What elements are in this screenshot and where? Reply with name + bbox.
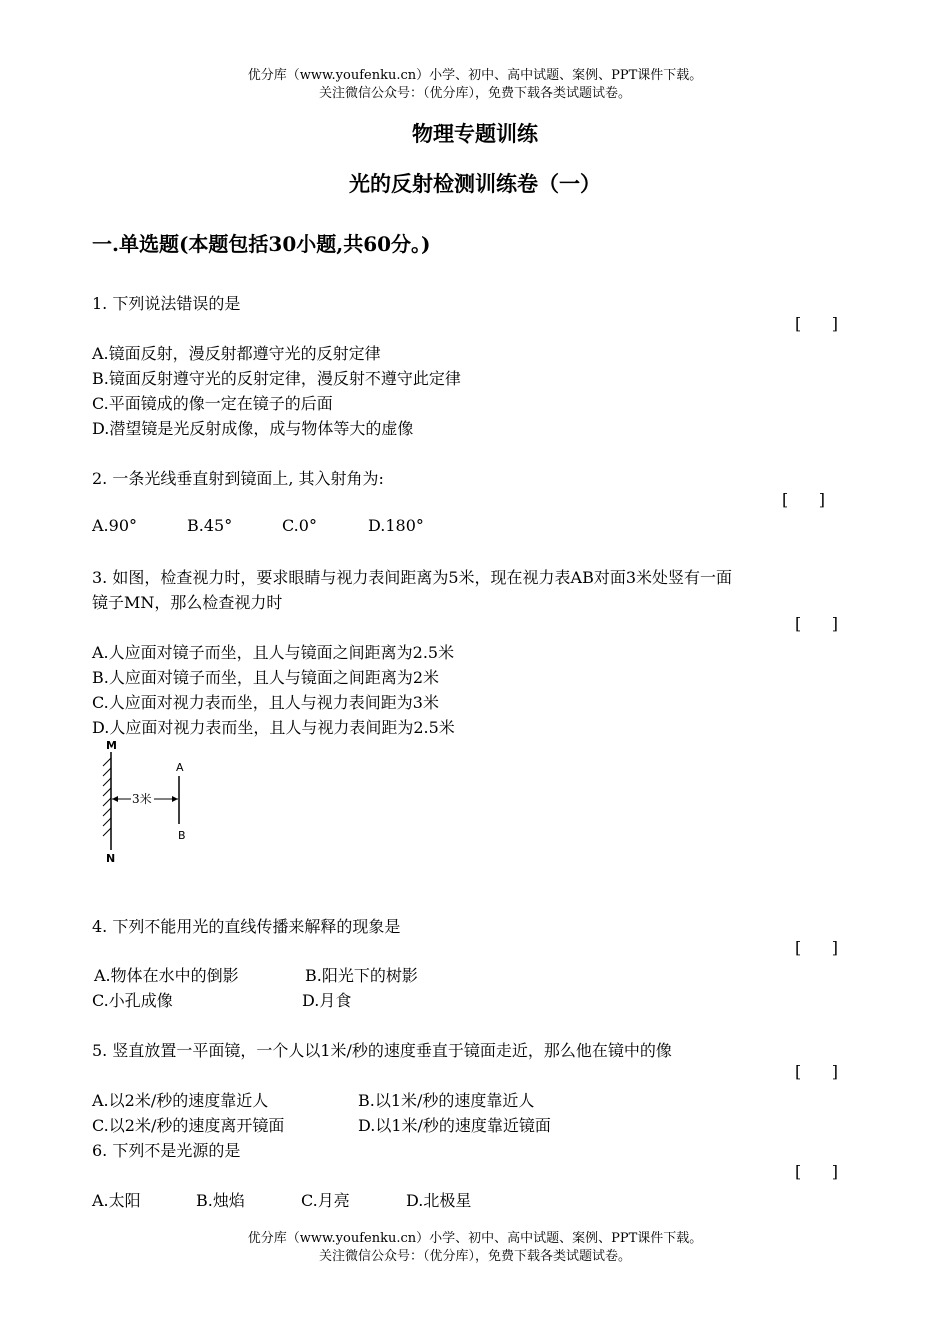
footer-line-2: 关注微信公众号：（优分库），免费下载各类试题试卷。 [318, 1249, 631, 1264]
question-2-option-d: D.180° [368, 516, 424, 535]
question-3-stem-line-2: 镜子MN，那么检查视力时 [92, 593, 283, 612]
question-6-stem: 6. 下列不是光源的是 [92, 1141, 241, 1160]
mirror-hatching [103, 758, 111, 836]
question-6-answer-bracket: [ ] [795, 1162, 838, 1181]
question-2-option-c: C.0° [282, 516, 317, 535]
label-n: N [106, 852, 116, 865]
question-1-answer-bracket: [ ] [795, 314, 838, 333]
label-b: B [178, 829, 186, 842]
question-3-stem-line-1: 3. 如图，检查视力时，要求眼睛与视力表间距离为5米，现在视力表AB对面3米处竖有一面 [92, 568, 733, 587]
question-2-stem: 2. 一条光线垂直射到镜面上, 其入射角为: [92, 469, 384, 488]
question-2-answer-bracket: [ ] [782, 490, 825, 509]
section-heading: 一.单选题(本题包括30小题,共60分。) [92, 232, 431, 256]
label-a: A [176, 761, 184, 774]
question-1-option-b: B.镜面反射遵守光的反射定律，漫反射不遵守此定律 [92, 369, 461, 388]
question-4-option-b: B.阳光下的树影 [305, 966, 418, 985]
question-2-option-a: A.90° [92, 516, 137, 535]
question-6-option-d: D.北极星 [406, 1191, 472, 1210]
question-4-option-d: D.月食 [302, 991, 352, 1010]
label-m: M [106, 739, 117, 752]
question-3-option-b: B.人应面对镜子而坐，且人与镜面之间距离为2米 [92, 668, 440, 687]
question-1-stem: 1. 下列说法错误的是 [92, 294, 241, 313]
question-4-answer-bracket: [ ] [795, 938, 838, 957]
question-3-option-d: D.人应面对视力表而坐，且人与视力表间距为2.5米 [92, 718, 455, 737]
question-5-stem: 5. 竖直放置一平面镜，一个人以1米/秒的速度垂直于镜面走近，那么他在镜中的像 [92, 1041, 672, 1060]
question-5-option-a: A.以2米/秒的速度靠近人 [92, 1091, 269, 1110]
question-1-option-a: A.镜面反射，漫反射都遵守光的反射定律 [92, 344, 381, 363]
footer-line-1: 优分库（www.youfenku.cn）小学、初中、高中试题、案例、PPT课件下载。 [247, 1231, 703, 1246]
question-5-answer-bracket: [ ] [795, 1062, 838, 1081]
page-title: 物理专题训练 [412, 121, 538, 146]
page-subtitle: 光的反射检测训练卷（一） [349, 171, 601, 196]
question-6-option-b: B.烛焰 [196, 1191, 245, 1210]
question-5-option-c: C.以2米/秒的速度离开镜面 [92, 1116, 285, 1135]
question-4-option-c: C.小孔成像 [92, 991, 173, 1010]
question-3-answer-bracket: [ ] [795, 614, 838, 633]
question-6-option-c: C.月亮 [301, 1191, 350, 1210]
arrowhead-right [172, 796, 178, 802]
question-6-option-a: A.太阳 [92, 1191, 141, 1210]
question-1-option-d: D.潜望镜是光反射成像，成与物体等大的虚像 [92, 419, 414, 438]
mirror-eye-chart-diagram [96, 738, 206, 868]
question-3-option-c: C.人应面对视力表而坐，且人与视力表间距为3米 [92, 693, 439, 712]
question-5-option-d: D.以1米/秒的速度靠近镜面 [358, 1116, 551, 1135]
header-line-2: 关注微信公众号：（优分库），免费下载各类试题试卷。 [318, 86, 631, 101]
question-3-option-a: A.人应面对镜子而坐，且人与镜面之间距离为2.5米 [92, 643, 455, 662]
question-4-stem: 4. 下列不能用光的直线传播来解释的现象是 [92, 917, 401, 936]
header-line-1: 优分库（www.youfenku.cn）小学、初中、高中试题、案例、PPT课件下载。 [247, 68, 703, 83]
question-1-option-c: C.平面镜成的像一定在镜子的后面 [92, 394, 333, 413]
arrowhead-left [112, 796, 118, 802]
question-5-option-b: B.以1米/秒的速度靠近人 [358, 1091, 535, 1110]
question-2-option-b: B.45° [187, 516, 233, 535]
question-4-option-a: A.物体在水中的倒影 [94, 966, 239, 985]
distance-label: 3米 [132, 792, 152, 806]
